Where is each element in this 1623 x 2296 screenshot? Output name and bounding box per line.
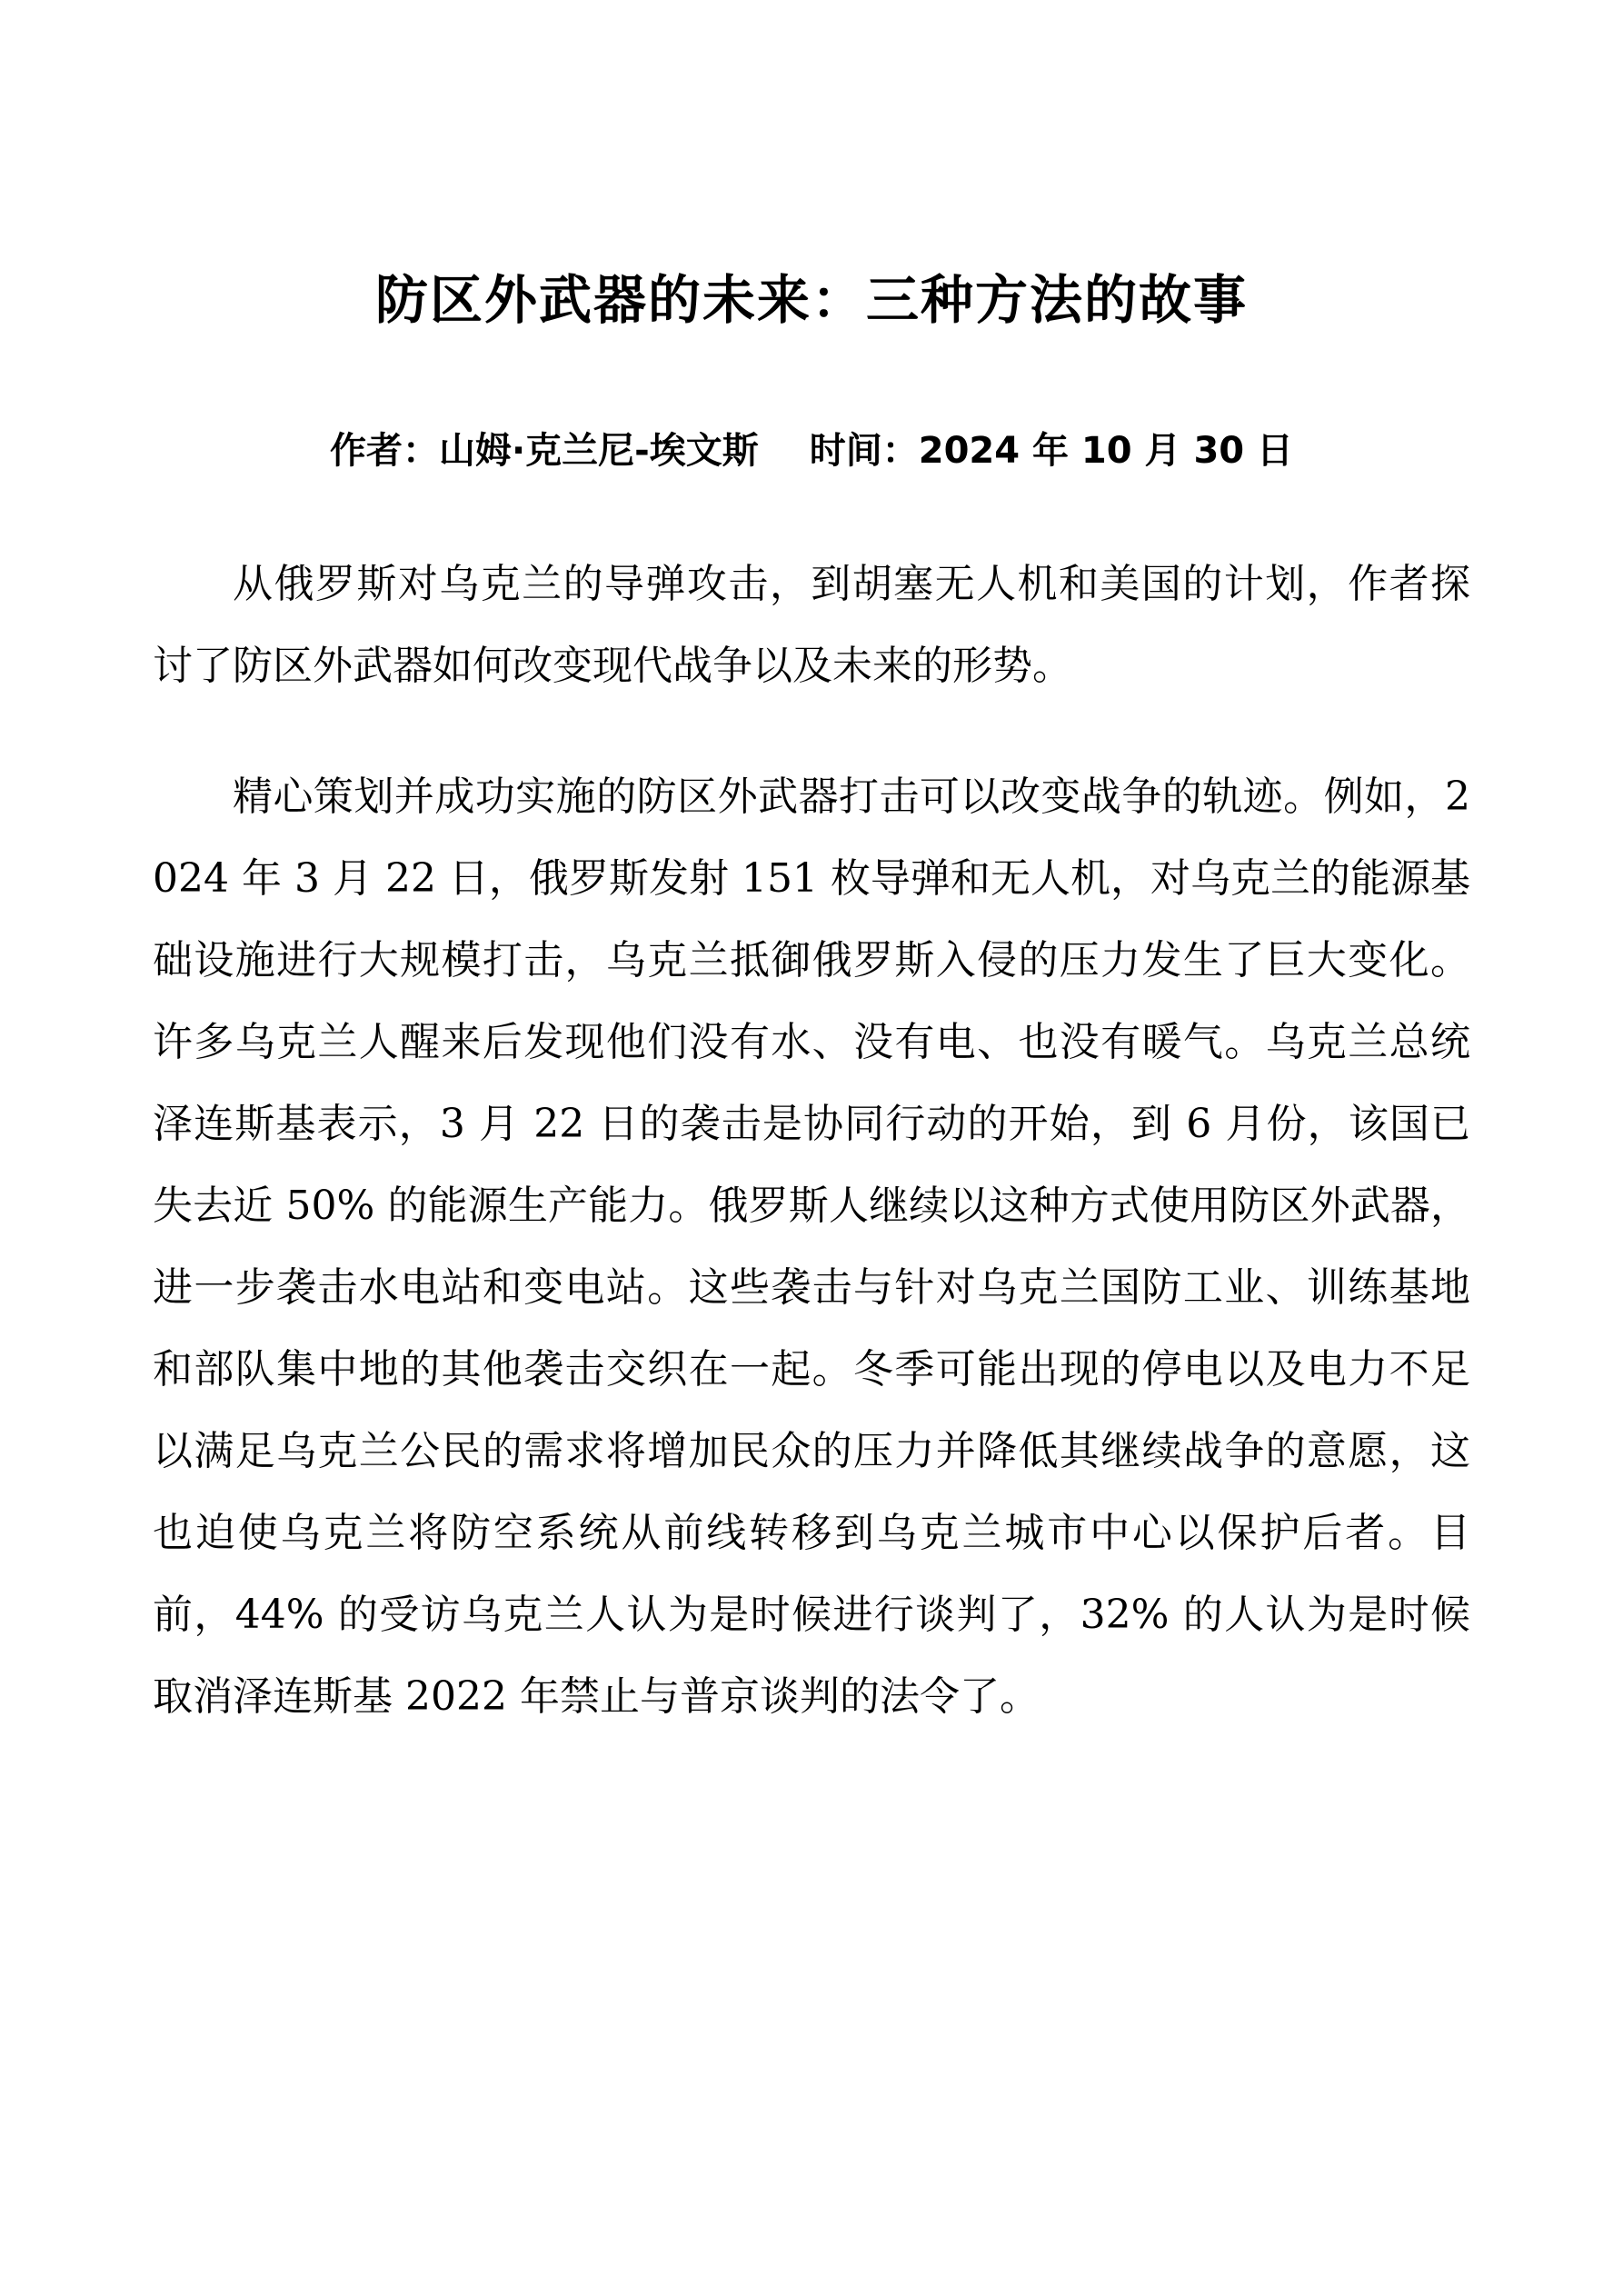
author-label: 作者：山姆·克兰尼-埃文斯 (329, 430, 759, 472)
paragraph-summary: 从俄罗斯对乌克兰的导弹攻击，到胡塞无人机和美国的计划，作者探讨了防区外武器如何改变现代战争以及未来的形势。 (153, 561, 1470, 689)
document-title: 防区外武器的未来：三种方法的故事 (374, 269, 1248, 331)
paragraph-body: 精心策划并成功实施的防区外武器打击可以改变战争的轨迹。例如，2024 年 3 月 22 日，俄罗斯发射 151 枚导弹和无人机，对乌克兰的能源基础设施进行大规模打击，乌克兰抵御俄罗斯入侵的压力发生了巨大变化。许多乌克兰人醒来后发现他们没有水、没有电、也没有暖气。乌克兰总统泽连斯基表示，3 月 22 日的袭击是协同行动的开始，到 6 月份，该国已失去近 50% 的能源生产能力。俄罗斯人继续以这种方式使用防区外武器，进一步袭击水电站和变电站。这些袭击与针对乌克兰国防工业、训练基地和部队集中地的其他袭击交织在一起。冬季可能出现的停电以及电力不足以满足乌克兰公民的需求将增加民众的压力并降低其继续战争的意愿，这也迫使乌克兰将防空系统从前线转移到乌克兰城市中心以保护后者。目前，44% 的受访乌克兰人认为是时候进行谈判了，32% 的人认为是时候取消泽连斯基 2022 年禁止与普京谈判的法令了。 (153, 774, 1470, 1720)
date-label: 时间：2024 年 10 月 30 日 (809, 430, 1294, 472)
byline (0, 424, 1623, 478)
